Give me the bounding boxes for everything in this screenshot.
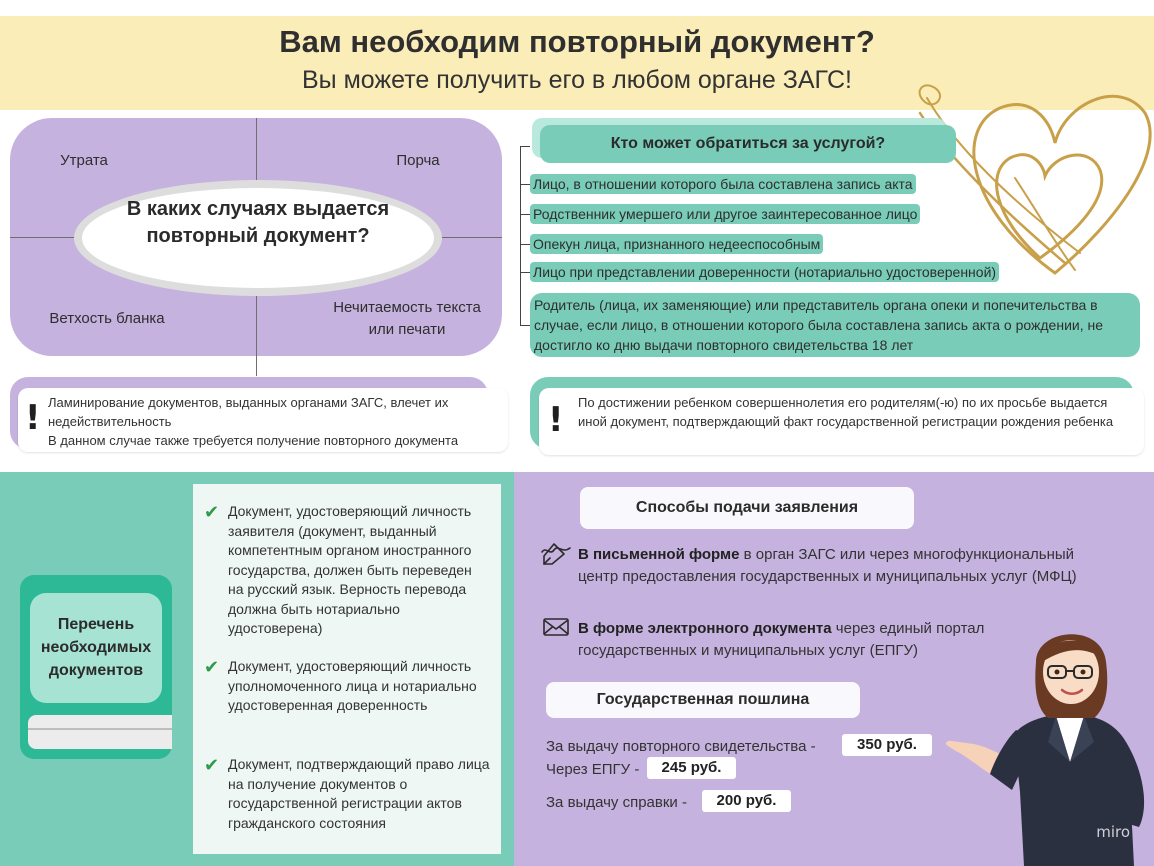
miro-watermark: miro — [1096, 823, 1130, 841]
fee-epgu-label: Через ЕПГУ - — [546, 761, 640, 778]
who-connector — [520, 272, 530, 273]
book-page-line — [28, 728, 172, 730]
documents-heading: Перечень необходимых документов — [40, 616, 152, 679]
fee-reference-label: За выдачу справки - — [546, 794, 687, 811]
who-item: Родитель (лица, их заменяющие) или представитель органа опеки и попечительства в случае, если лицо, в отношении которого была составлена запись акта о рождении, не достигло ко дню выдачи повторного свидетельства 18 лет — [530, 293, 1140, 357]
case-loss: Утрата — [60, 152, 108, 169]
check-icon: ✔ — [204, 755, 220, 776]
document-item: Документ, удостоверяющий личность уполномоченного лица и нотариально удостоверенная доверенность — [228, 658, 477, 713]
document-item: Документ, подтверждающий право лица на получение документов о государственной регистрации актов гражданского состояния — [228, 756, 490, 831]
who-bracket — [520, 146, 530, 326]
method-written — [578, 544, 1118, 588]
heart-rings-icon — [905, 58, 1154, 288]
document-item: Документ, удостоверяющий личность заявителя (документ, выданный компетентным органом иностранного государства, должен быть переведен на русский язык. Верность перевода должна быть нотариально удостоверена) — [228, 503, 472, 636]
who-item: Родственник умершего или другое заинтересованное лицо — [530, 204, 920, 224]
envelope-icon — [543, 618, 569, 636]
check-icon: ✔ — [204, 502, 220, 523]
case-worn-form: Ветхость бланка — [49, 310, 165, 327]
method-electronic-bold: В форме электронного документа — [578, 620, 832, 637]
check-icon: ✔ — [204, 657, 220, 678]
page-subtitle: Вы можете получить его в любом органе ЗАГС! — [302, 66, 852, 94]
who-item: Лицо, в отношении которого была составлена запись акта — [530, 174, 916, 194]
fee-certificate-label: За выдачу повторного свидетельства - — [546, 738, 816, 755]
who-heading: Кто может обратиться за услугой? — [540, 125, 956, 163]
method-written-bold: В письменной форме — [578, 546, 740, 563]
case-damage: Порча — [396, 152, 440, 169]
fee-epgu-price: 245 руб. — [647, 757, 736, 779]
fee-heading: Государственная пошлина — [546, 682, 860, 718]
method-electronic-text: через единый портал государственных и муниципальных услуг (ЕПГУ) — [578, 620, 985, 659]
who-connector — [520, 214, 530, 215]
who-connector — [520, 184, 530, 185]
who-connector — [520, 325, 530, 326]
who-item: Опекун лица, признанного недееспособным — [530, 234, 823, 254]
who-connector — [520, 244, 530, 245]
note-right-text: По достижении ребенком совершеннолетия его родителям(-ю) по их просьбе выдается иной документ, подтверждающий факт государственной регистрации рождения ребенка — [578, 395, 1114, 429]
signature-pen-icon — [540, 542, 572, 566]
book-pages — [28, 715, 172, 749]
fee-certificate-price: 350 руб. — [842, 734, 932, 756]
cases-question: В каких случаях выдается повторный документ? — [126, 198, 390, 247]
exclamation-icon: ! — [548, 400, 564, 440]
note-left-text: Ламинирование документов, выданных органами ЗАГС, влечет их недействительность В данном случае также требуется получение повторного документа — [48, 395, 459, 448]
methods-heading: Способы подачи заявления — [580, 487, 914, 529]
fee-reference-price: 200 руб. — [702, 790, 791, 812]
method-written-text: в орган ЗАГС или через многофункциональный центр предоставления государственных и муниципальных услуг (МФЦ) — [578, 546, 1077, 585]
page-title: Вам необходим повторный документ? — [279, 24, 875, 59]
who-item: Лицо при представлении доверенности (нотариально удостоверенной) — [530, 262, 999, 282]
case-illegible: Нечитаемость текста или печати — [333, 299, 481, 338]
exclamation-icon: ! — [25, 398, 41, 438]
